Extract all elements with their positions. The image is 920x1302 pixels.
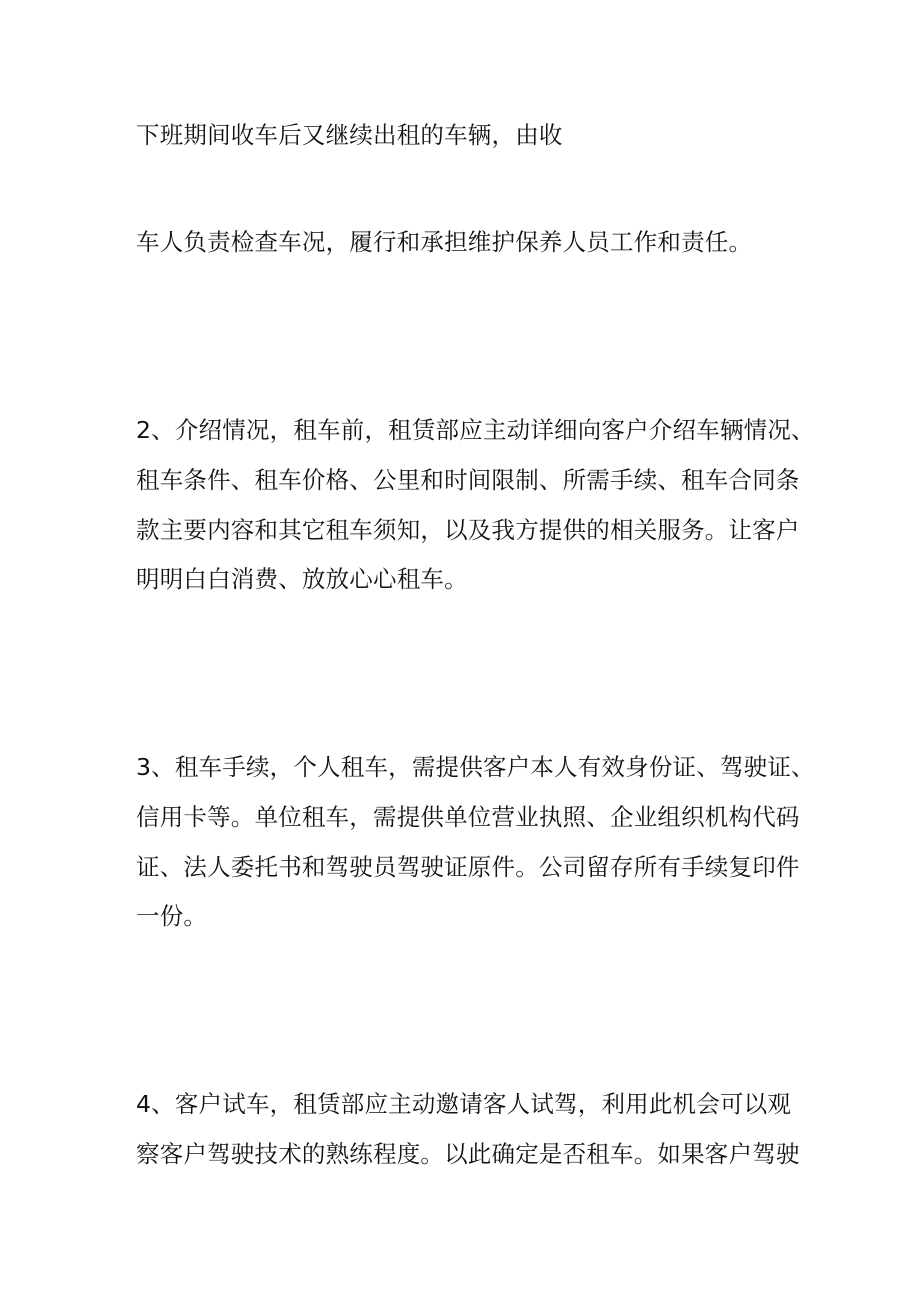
paragraph-line: 察客户驾驶技术的熟练程度。以此确定是否租车。如果客户驾驶 xyxy=(136,1140,800,1168)
paragraph-line: 款主要内容和其它租车须知，以及我方提供的相关服务。让客户 xyxy=(136,516,800,544)
paragraph-line: 租车条件、租车价格、公里和时间限制、所需手续、租车合同条 xyxy=(136,466,800,494)
paragraph-line: 2、介绍情况，租车前，租赁部应主动详细向客户介绍车辆情况、 xyxy=(136,416,815,444)
paragraph-line: 一份。 xyxy=(136,902,208,930)
paragraph-line: 下班期间收车后又继续出租的车辆，由收 xyxy=(136,121,563,149)
paragraph-line: 信用卡等。单位租车，需提供单位营业执照、企业组织机构代码 xyxy=(136,803,800,831)
paragraph-line: 3、租车手续，个人租车，需提供客户本人有效身份证、驾驶证、 xyxy=(136,753,815,781)
paragraph-line: 车人负责检查车况，履行和承担维护保养人员工作和责任。 xyxy=(136,228,753,256)
paragraph-line: 4、客户试车，租赁部应主动邀请客人试驾，利用此机会可以观 xyxy=(136,1090,792,1118)
paragraph-line: 证、法人委托书和驾驶员驾驶证原件。公司留存所有手续复印件 xyxy=(136,853,800,881)
paragraph-line: 明明白白消费、放放心心租车。 xyxy=(136,565,468,593)
